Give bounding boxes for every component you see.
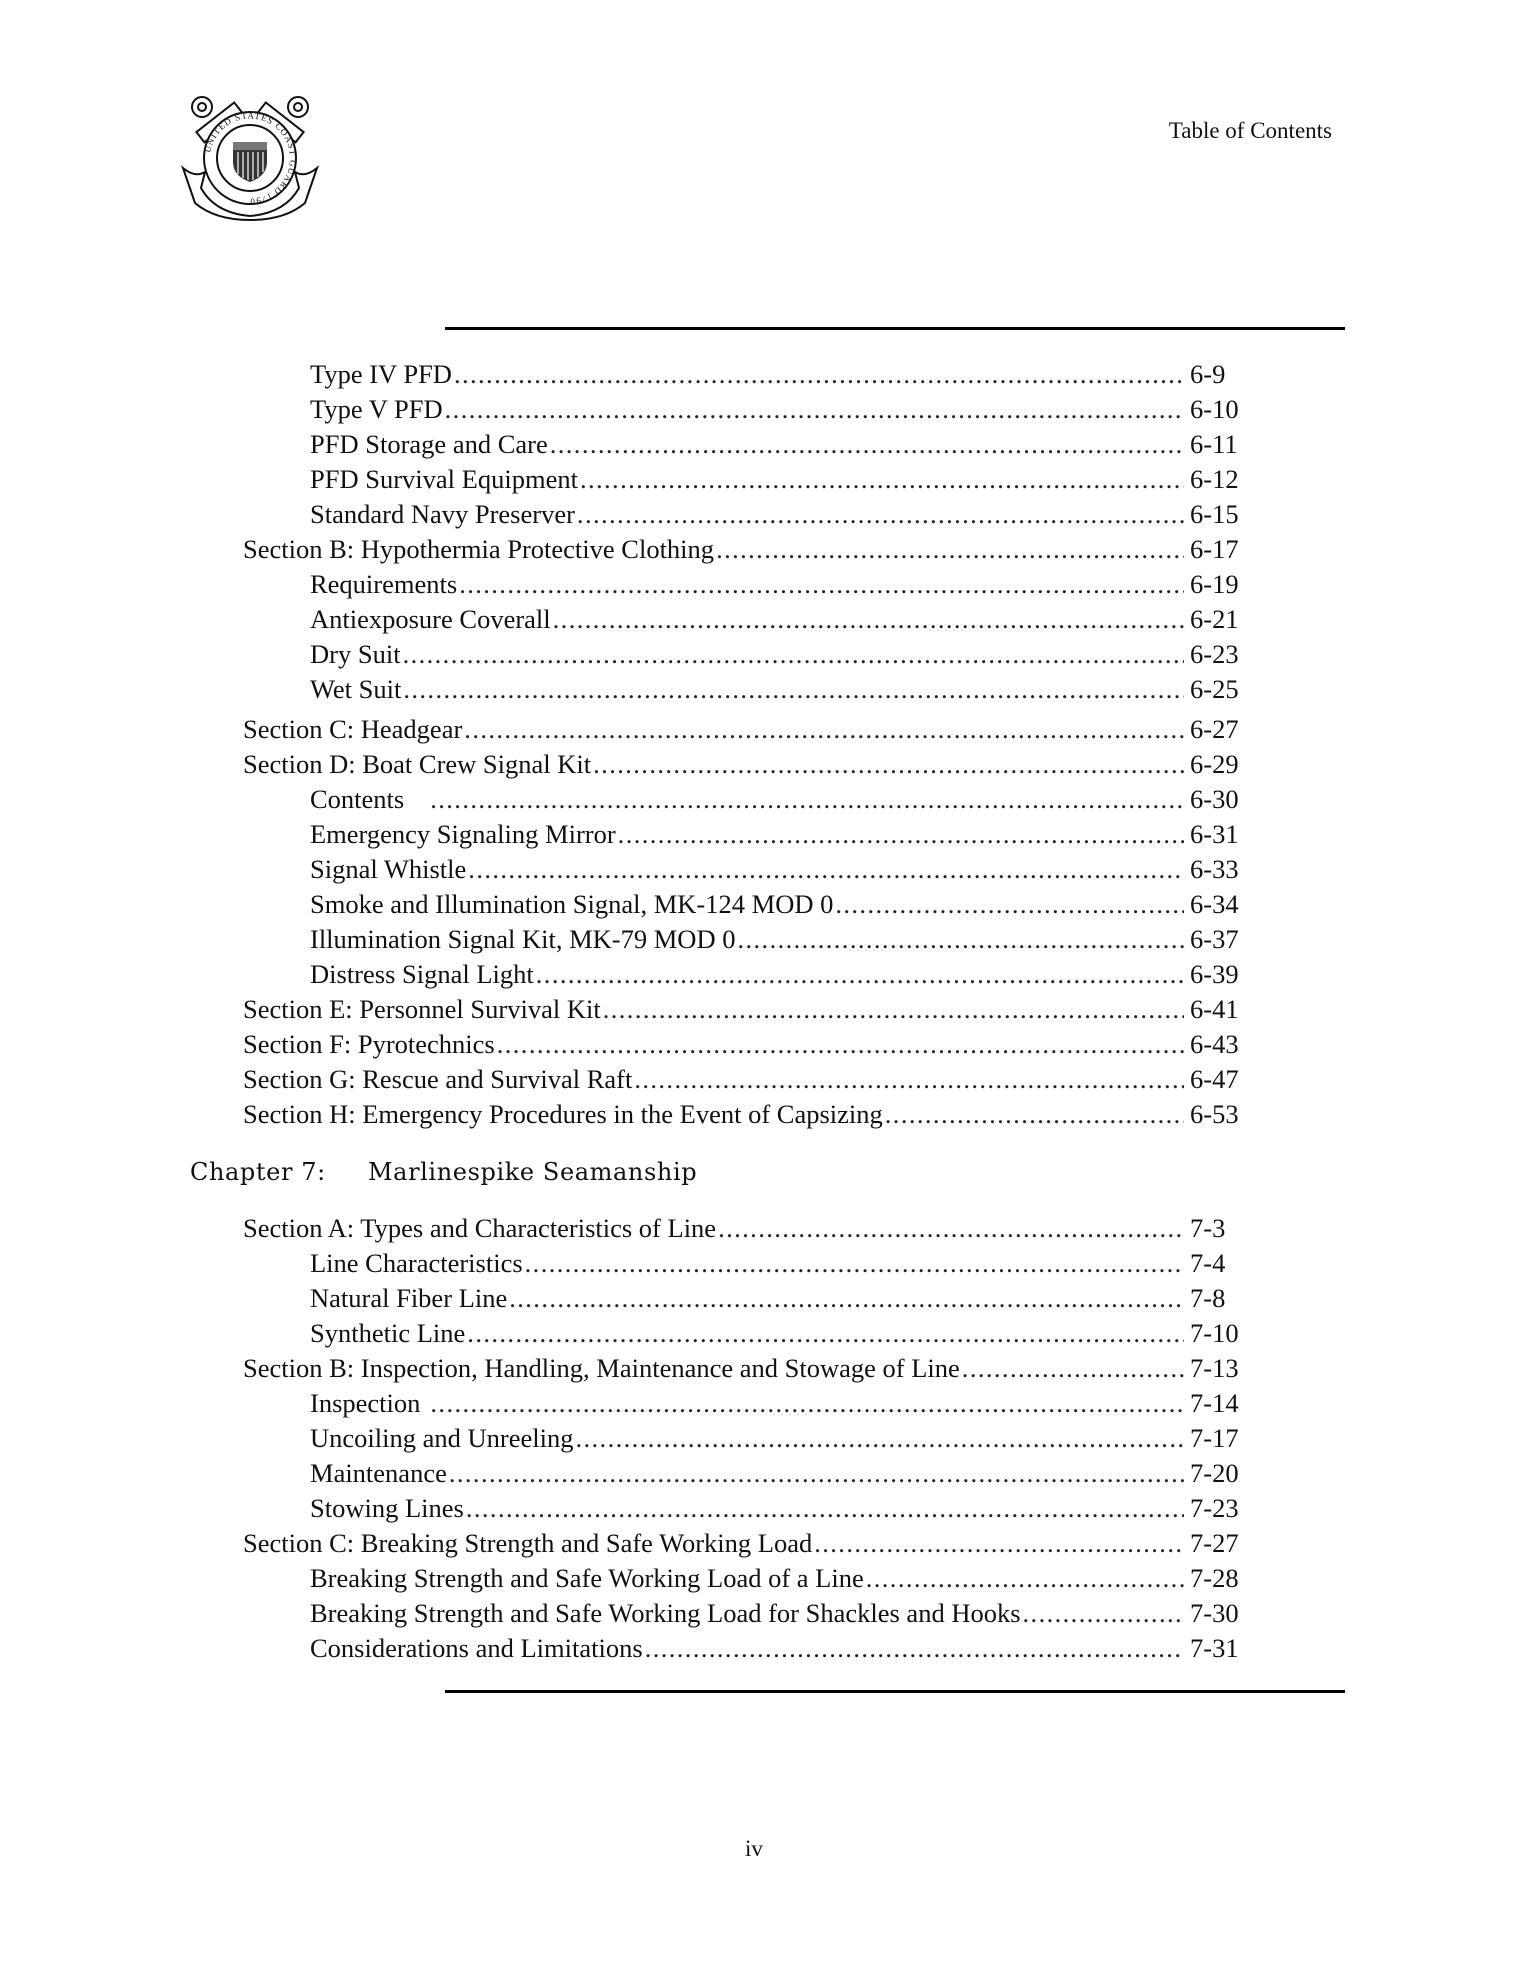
dot-leader <box>814 1526 1184 1560</box>
toc-entry[interactable] <box>310 1491 1248 1525</box>
toc-entry[interactable] <box>310 567 1248 601</box>
toc-entry-label: Synthetic Line <box>310 1318 466 1348</box>
toc-entry-label: Natural Fiber Line <box>310 1283 508 1313</box>
toc-entry-page: 7-14 <box>1190 1388 1239 1418</box>
dot-leader <box>445 392 1184 426</box>
dot-leader <box>459 567 1184 601</box>
toc-entry[interactable] <box>310 1281 1248 1315</box>
toc-entry[interactable] <box>310 462 1248 496</box>
toc-entry[interactable] <box>310 637 1248 671</box>
toc-entry-label: Illumination Signal Kit, MK-79 MOD 0 <box>310 924 736 954</box>
dot-leader <box>430 782 1184 816</box>
toc-entry-page: 6-43 <box>1190 1029 1239 1059</box>
toc-entry-label: Antiexposure Coverall <box>310 604 551 634</box>
toc-entry-label: Wet Suit <box>310 674 402 704</box>
toc-entry[interactable] <box>310 1596 1248 1630</box>
toc-section-entry[interactable] <box>243 747 1248 781</box>
dot-leader <box>603 992 1184 1026</box>
toc-entry[interactable] <box>310 427 1248 461</box>
toc-entry-label: Line Characteristics <box>310 1248 523 1278</box>
dot-leader <box>550 427 1184 461</box>
dot-leader <box>577 497 1184 531</box>
toc-entry-page: 6-34 <box>1190 889 1239 919</box>
toc-entry-label: Section E: Personnel Survival Kit <box>243 994 601 1024</box>
top-rule-divider <box>445 327 1345 330</box>
toc-entry[interactable] <box>310 1386 1248 1420</box>
toc-entry-label: Type V PFD <box>310 394 443 424</box>
dot-leader <box>468 852 1184 886</box>
toc-entry-page: 7-23 <box>1190 1493 1239 1523</box>
toc-entry-label: Stowing Lines <box>310 1493 464 1523</box>
toc-entry[interactable] <box>310 922 1248 956</box>
toc-entry-label: Contents <box>310 782 430 816</box>
toc-entry-page: 6-31 <box>1190 819 1239 849</box>
chapter-heading[interactable] <box>190 1154 697 1190</box>
toc-entry-page: 6-41 <box>1190 994 1239 1024</box>
dot-leader <box>403 672 1184 706</box>
toc-entry[interactable] <box>310 357 1248 391</box>
toc-entry-label: Signal Whistle <box>310 854 467 884</box>
toc-entry-label: Section B: Hypothermia Protective Clothing <box>243 534 715 564</box>
toc-entry-page: 6-39 <box>1190 959 1239 989</box>
toc-entry[interactable] <box>310 1246 1248 1280</box>
toc-entry[interactable] <box>310 602 1248 636</box>
toc-entry[interactable] <box>310 782 1248 816</box>
toc-section-entry[interactable] <box>243 992 1248 1026</box>
toc-entry[interactable] <box>310 1631 1248 1665</box>
toc-entry-page: 7-31 <box>1190 1633 1239 1663</box>
dot-leader <box>553 602 1184 636</box>
toc-entry-label: Inspection <box>310 1386 430 1420</box>
chapter-title: Marlinespike Seamanship <box>368 1158 698 1186</box>
chapter-number: Chapter 7: <box>190 1158 326 1186</box>
toc-entry-page: 6-11 <box>1190 429 1238 459</box>
dot-leader <box>525 1246 1184 1280</box>
toc-section-entry[interactable] <box>243 1062 1248 1096</box>
dot-leader <box>464 712 1184 746</box>
toc-entry-label: Section F: Pyrotechnics <box>243 1029 495 1059</box>
dot-leader <box>634 1062 1184 1096</box>
toc-entry-label: Requirements <box>310 569 458 599</box>
toc-entry-label: Smoke and Illumination Signal, MK-124 MOD 0 <box>310 889 834 919</box>
toc-entry-page: 7-30 <box>1190 1598 1239 1628</box>
toc-entry-page: 7-17 <box>1190 1423 1239 1453</box>
toc-entry-page: 6-27 <box>1190 714 1239 744</box>
dot-leader <box>449 1456 1184 1490</box>
toc-entry-label: Maintenance <box>310 1458 447 1488</box>
toc-entry-label: Emergency Signaling Mirror <box>310 819 616 849</box>
toc-entry-label: Dry Suit <box>310 639 401 669</box>
dot-leader <box>430 1386 1184 1420</box>
toc-entry[interactable] <box>310 1456 1248 1490</box>
dot-leader <box>575 1421 1184 1455</box>
toc-entry[interactable] <box>310 852 1248 886</box>
toc-entry-page: 7-20 <box>1190 1458 1239 1488</box>
toc-entry-label: Section C: Headgear <box>243 714 463 744</box>
toc-entry-page: 6-17 <box>1190 534 1239 564</box>
toc-entry-page: 6-10 <box>1190 394 1239 424</box>
dot-leader <box>467 1316 1184 1350</box>
page-number: iv <box>745 1836 763 1861</box>
dot-leader <box>716 532 1184 566</box>
toc-entry-label: Breaking Strength and Safe Working Load of a Line <box>310 1563 864 1593</box>
toc-entry-label: Standard Navy Preserver <box>310 499 575 529</box>
toc-section-entry[interactable] <box>243 1097 1248 1131</box>
dot-leader <box>645 1631 1184 1665</box>
toc-entry-page: 6-19 <box>1190 569 1239 599</box>
toc-entry-page: 7-3 <box>1190 1213 1226 1243</box>
toc-entry-page: 6-15 <box>1190 499 1239 529</box>
toc-entry-label: Section H: Emergency Procedures in the Event of Capsizing <box>243 1099 883 1129</box>
dot-leader <box>403 637 1184 671</box>
coast-guard-emblem-icon <box>175 88 325 223</box>
toc-entry-label: Section G: Rescue and Survival Raft <box>243 1064 633 1094</box>
toc-entry-page: 6-25 <box>1190 674 1239 704</box>
svg-text:UNITED STATES COAST GUARD 1790: UNITED STATES COAST GUARD 1790 <box>202 110 299 207</box>
toc-entry-label: Section D: Boat Crew Signal Kit <box>243 749 592 779</box>
header-title: Table of Contents <box>1168 118 1332 143</box>
dot-leader <box>835 887 1184 921</box>
dot-leader <box>536 957 1184 991</box>
toc-entry-label: Section B: Inspection, Handling, Maintenance and Stowage of Line <box>243 1353 960 1383</box>
toc-entry-label: Type IV PFD <box>310 359 452 389</box>
toc-entry-label: Breaking Strength and Safe Working Load for Shackles and Hooks <box>310 1598 1021 1628</box>
dot-leader <box>718 1211 1184 1245</box>
toc-entry-page: 7-10 <box>1190 1318 1239 1348</box>
dot-leader <box>466 1491 1184 1525</box>
toc-entry-page: 6-21 <box>1190 604 1239 634</box>
toc-entry-page: 6-37 <box>1190 924 1239 954</box>
toc-entry[interactable] <box>310 392 1248 426</box>
toc-entry-page: 6-47 <box>1190 1064 1239 1094</box>
dot-leader <box>1023 1596 1184 1630</box>
dot-leader <box>509 1281 1184 1315</box>
dot-leader <box>618 817 1184 851</box>
toc-entry-page: 7-4 <box>1190 1248 1226 1278</box>
toc-entry-label: PFD Survival Equipment <box>310 464 578 494</box>
toc-section-entry[interactable] <box>243 1211 1248 1245</box>
toc-section-entry[interactable] <box>243 1027 1248 1061</box>
toc-entry-label: Section A: Types and Characteristics of Line <box>243 1213 717 1243</box>
toc-entry-label: PFD Storage and Care <box>310 429 548 459</box>
toc-section-entry[interactable] <box>243 712 1248 746</box>
toc-section-entry[interactable] <box>243 1526 1248 1560</box>
dot-leader <box>962 1351 1184 1385</box>
toc-entry-page: 7-28 <box>1190 1563 1239 1593</box>
toc-entry-page: 6-30 <box>1190 784 1239 814</box>
toc-section-entry[interactable] <box>243 532 1248 566</box>
bottom-rule-divider <box>445 1690 1345 1693</box>
dot-leader <box>737 922 1184 956</box>
dot-leader <box>497 1027 1184 1061</box>
toc-entry[interactable] <box>310 957 1248 991</box>
toc-entry-label: Considerations and Limitations <box>310 1633 643 1663</box>
toc-entry-label: Section C: Breaking Strength and Safe Working Load <box>243 1528 813 1558</box>
toc-entry-page: 7-13 <box>1190 1353 1239 1383</box>
toc-entry[interactable] <box>310 497 1248 531</box>
toc-entry-label: Uncoiling and Unreeling <box>310 1423 574 1453</box>
toc-entry[interactable] <box>310 1421 1248 1455</box>
dot-leader <box>580 462 1184 496</box>
dot-leader <box>885 1097 1184 1131</box>
toc-entry-page: 6-53 <box>1190 1099 1239 1129</box>
toc-entry-page: 7-8 <box>1190 1283 1226 1313</box>
dot-leader <box>593 747 1184 781</box>
dot-leader <box>454 357 1184 391</box>
toc-entry-page: 6-33 <box>1190 854 1239 884</box>
toc-entry-page: 7-27 <box>1190 1528 1239 1558</box>
dot-leader <box>866 1561 1184 1595</box>
toc-entry-page: 6-9 <box>1190 359 1226 389</box>
toc-entry-page: 6-29 <box>1190 749 1239 779</box>
toc-entry[interactable] <box>310 1316 1248 1350</box>
toc-entry-page: 6-12 <box>1190 464 1239 494</box>
toc-section-entry[interactable] <box>243 1351 1248 1385</box>
toc-entry-page: 6-23 <box>1190 639 1239 669</box>
toc-entry[interactable] <box>310 887 1248 921</box>
toc-entry[interactable] <box>310 817 1248 851</box>
toc-entry-label: Distress Signal Light <box>310 959 534 989</box>
toc-entry[interactable] <box>310 672 1248 706</box>
toc-entry[interactable] <box>310 1561 1248 1595</box>
